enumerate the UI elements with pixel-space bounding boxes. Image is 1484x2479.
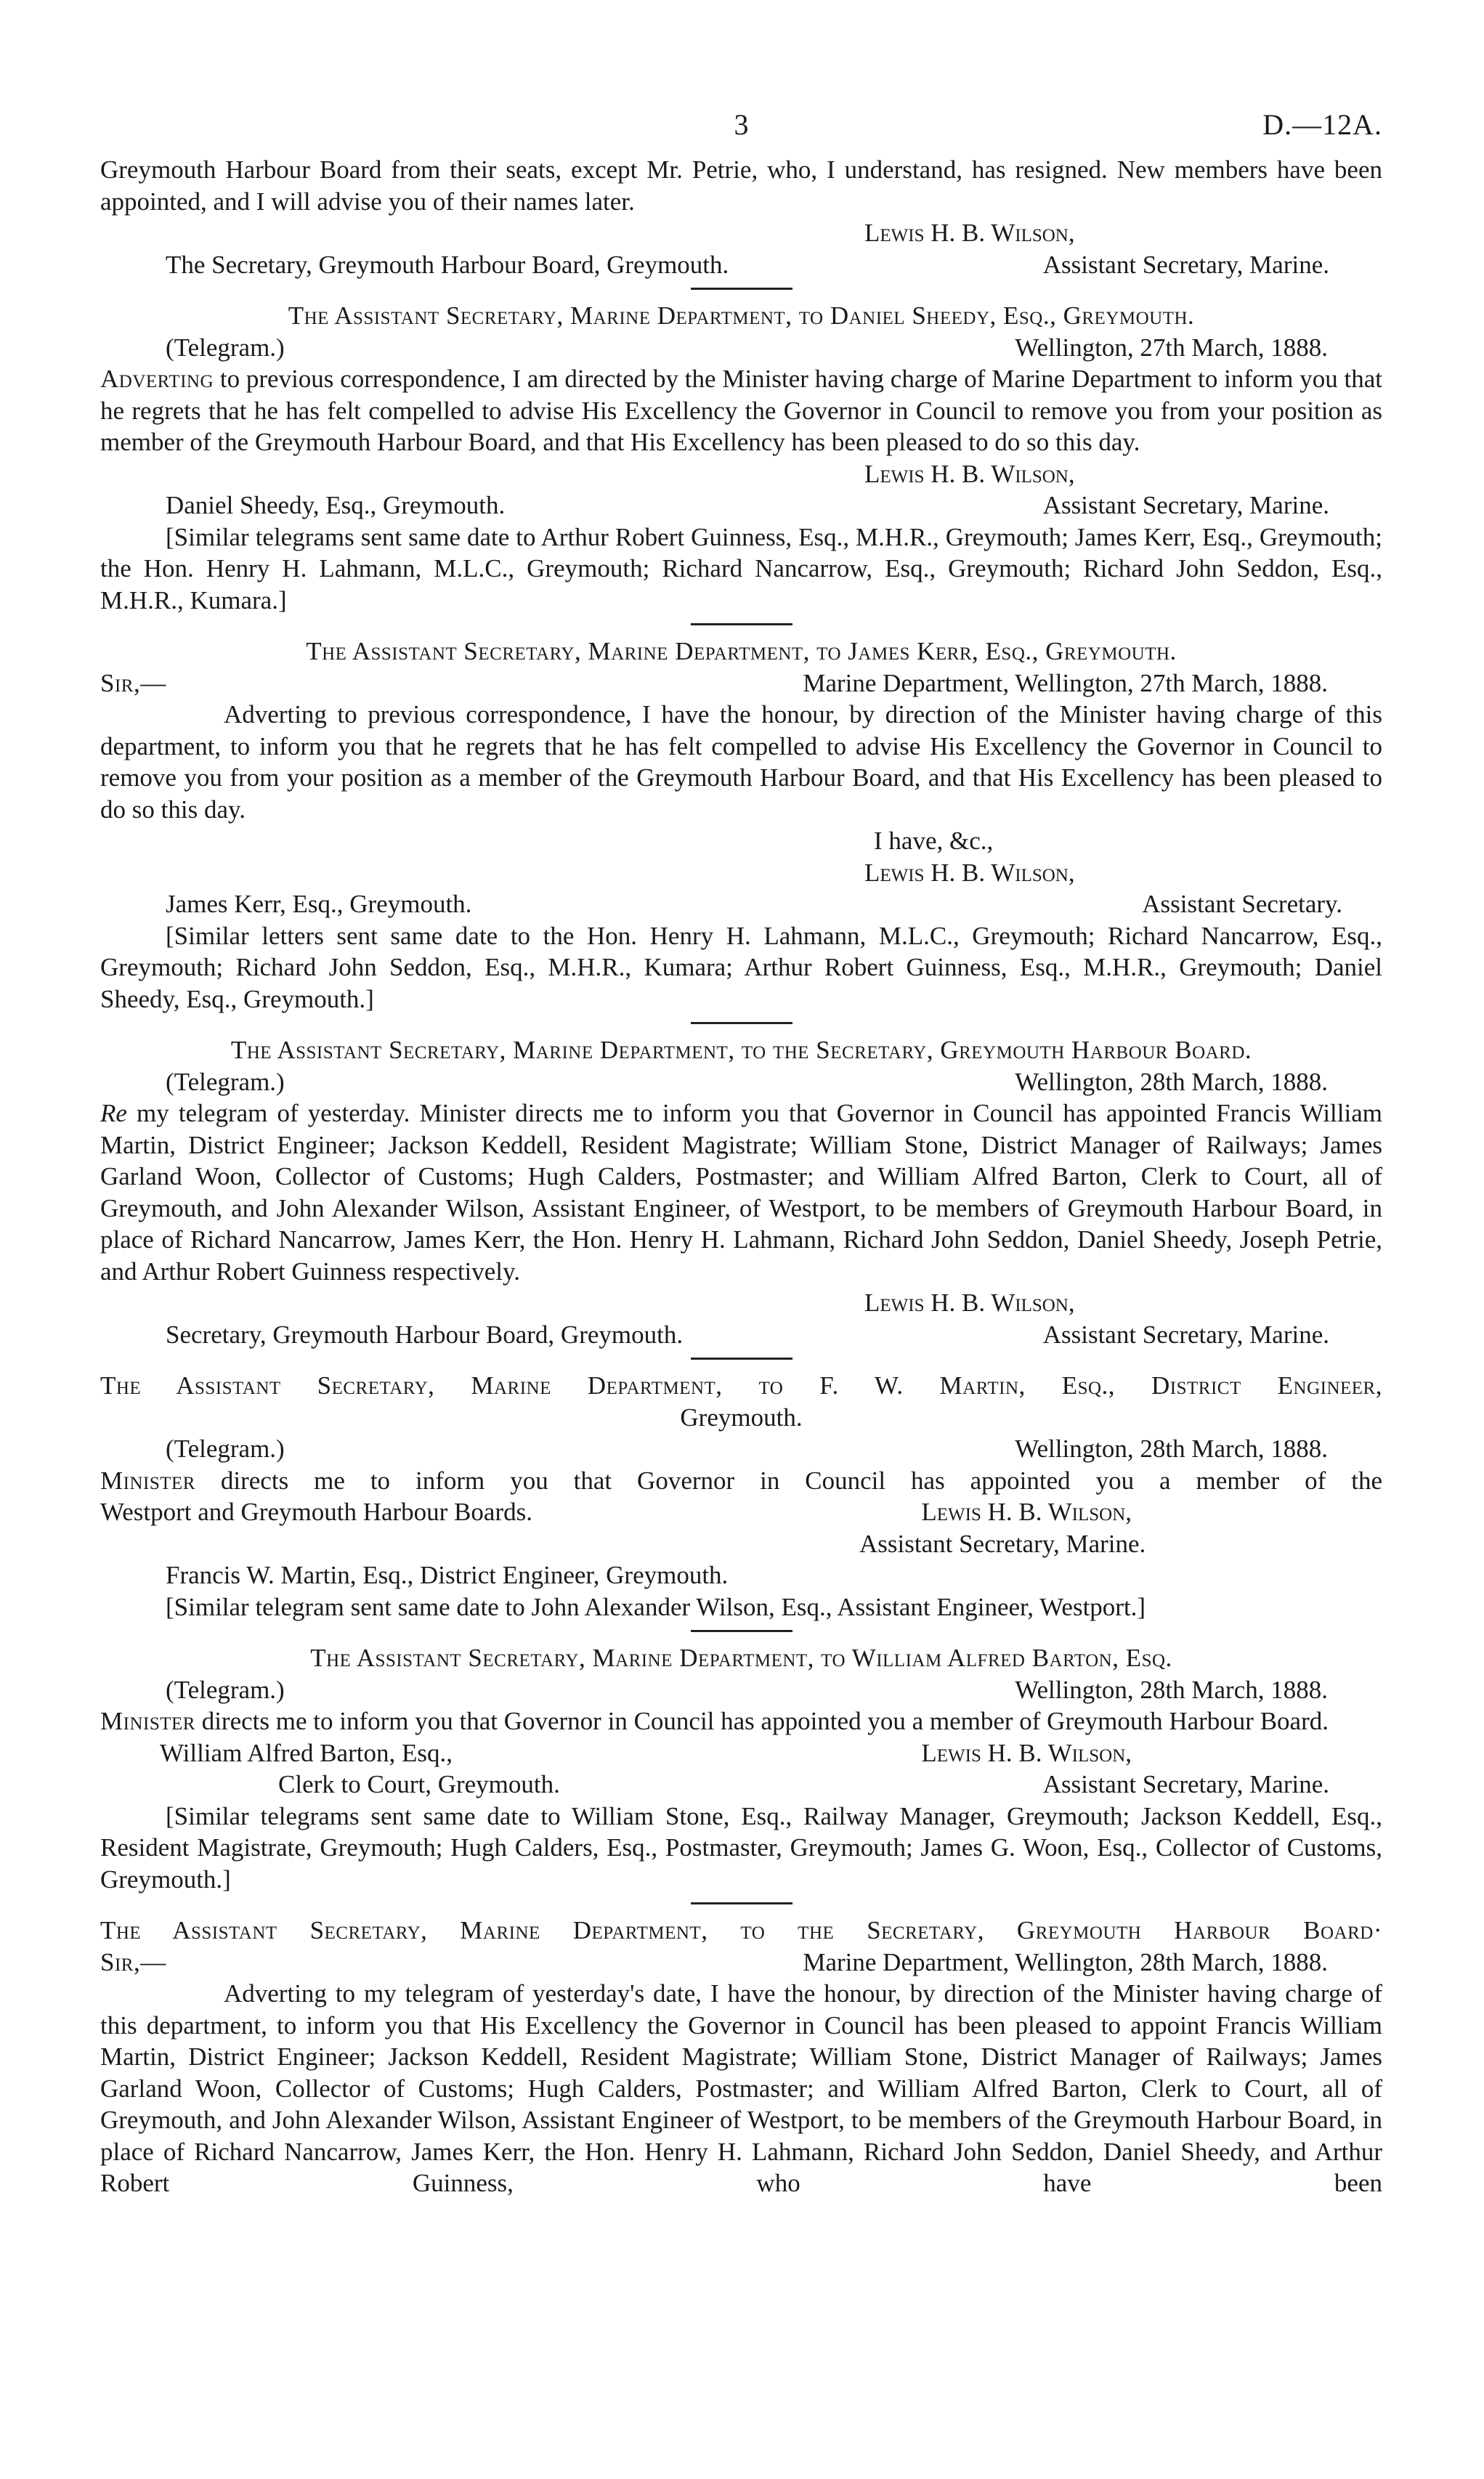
body-text: directs me to inform you that Governor in Council has appointed you a member of the [195, 1466, 1382, 1495]
date-line: Wellington, 28th March, 1888. [1015, 1067, 1328, 1096]
addressee: William Alfred Barton, Esq., [160, 1738, 453, 1767]
similar-note: [Similar telegrams sent same date to William Stone, Esq., Railway Manager, Greymouth; Jackson Keddell, Esq., Resident Magistrate, Greymouth; Hugh Calders, Esq., Postmaster, Greymouth; James G. Woon, Esq., Collector of Customs, Greymouth.] [100, 1801, 1382, 1894]
signature: Lewis H. B. Wilson, [864, 219, 1075, 247]
telegram-sheedy [100, 300, 1382, 616]
signer-title: Assistant Secretary, Marine. [859, 1529, 1146, 1558]
letter-body: Greymouth Harbour Board from their seats, except Mr. Petrie, who, I understand, has resigned. New members have been appointed, and I will advise you of their names later. [100, 155, 1382, 216]
telegram-meta [100, 1066, 1382, 1098]
addressee: Clerk to Court, Greymouth. [278, 1770, 560, 1798]
letter-secretary-appointments [100, 1915, 1382, 2199]
salutation: Sir,— [100, 668, 166, 697]
telegram-body [100, 1465, 1382, 1497]
salutation: Sir,— [100, 1947, 166, 1976]
section-heading: The Assistant Secretary, Marine Department, to the Secretary, Greymouth Harbour Board· [100, 1916, 1382, 1944]
section-heading: The Assistant Secretary, Marine Department, to F. W. Martin, Esq., District Engineer, [100, 1371, 1382, 1400]
telegram-body [100, 1705, 1382, 1737]
section-heading: The Assistant Secretary, Marine Department, to James Kerr, Esq., Greymouth. [306, 637, 1177, 665]
signer-title: Assistant Secretary, Marine. [1042, 250, 1329, 279]
telegram-body [100, 363, 1382, 458]
section-divider [691, 1022, 792, 1024]
telegram-secretary-appointments [100, 1034, 1382, 1350]
letter-continuation [100, 154, 1382, 280]
body-text: my telegram of yesterday. Minister directs me to inform you that Governor in Council has appointed Francis William Martin, District Engineer; Jackson Keddell, Resident Magistrate; William Stone, District Manager of Railways; James Garland Woon, Collector of Customs; Hugh Calders, Postmaster; and William Alfred Barton, Clerk to Court, all of Greymouth, and John Alexander Wilson, Assistant Engineer, of Westport, to be members of Greymouth Harbour Board, in place of Richard Nancarrow, James Kerr, the Hon. Henry H. Lahmann, Richard John Seddon, Daniel Sheedy, Joseph Petrie, and Arthur Robert Guinness respectively. [100, 1099, 1382, 1286]
body-signature-row [100, 1496, 1382, 1528]
telegram-label: (Telegram.) [166, 1067, 285, 1096]
section-heading: The Assistant Secretary, Marine Department, to the Secretary, Greymouth Harbour Board. [230, 1036, 1252, 1064]
telegram-meta [100, 1433, 1382, 1465]
letter-body: Adverting to previous correspondence, I have the honour, by direction of the Minister having charge of this department, to inform you that he regrets that he has felt compelled to advise His Excellency the Governor in Council to remove you from your position as a member of the Greymouth Harbour Board, and that His Excellency has been pleased to do so this day. [100, 700, 1382, 824]
body-text: directs me to inform you that Governor in Council has appointed you a member of Greymouth Harbour Board. [195, 1707, 1329, 1735]
body-text: to previous correspondence, I am directed by the Minister having charge of Marine Department to inform you that he regrets that he has felt compelled to advise His Excellency the Governor in Council to remove you from your position as member of the Greymouth Harbour Board, and that His Excellency has been pleased to do so this day. [100, 365, 1382, 456]
signature: Lewis H. B. Wilson, [864, 858, 1075, 887]
telegram-label: (Telegram.) [166, 333, 285, 362]
date-line: Wellington, 27th March, 1888. [1015, 333, 1328, 362]
lead-word: Minister [100, 1707, 195, 1735]
document-page [100, 109, 1382, 2199]
section-divider [691, 1630, 792, 1632]
date-line: Marine Department, Wellington, 27th March, 1888. [803, 668, 1328, 697]
addressee-row-2 [100, 1769, 1382, 1801]
letter-meta [100, 668, 1382, 699]
similar-note [100, 522, 1382, 617]
section-heading-cont: Greymouth. [680, 1403, 803, 1432]
signature: Lewis H. B. Wilson, [921, 1498, 1132, 1526]
telegram-meta [100, 332, 1382, 364]
letter-meta [100, 1947, 1382, 1979]
telegram-label: (Telegram.) [166, 1435, 285, 1463]
telegram-martin [100, 1370, 1382, 1623]
body-text: Westport and Greymouth Harbour Boards. [100, 1498, 532, 1526]
signature: Lewis H. B. Wilson, [864, 459, 1075, 488]
telegram-barton [100, 1642, 1382, 1895]
addressee-row [100, 249, 1382, 281]
document-reference: D.—12A. [1262, 108, 1382, 141]
signature: Lewis H. B. Wilson, [921, 1738, 1132, 1767]
section-divider [691, 623, 792, 625]
signature: Lewis H. B. Wilson, [864, 1289, 1075, 1317]
addressee: Secretary, Greymouth Harbour Board, Greymouth. [166, 1320, 684, 1349]
telegram-meta [100, 1674, 1382, 1706]
addressee-row [100, 1319, 1382, 1351]
section-divider [691, 1358, 792, 1360]
lead-word: Adverting [100, 365, 214, 393]
signer-title: Assistant Secretary, Marine. [1042, 1770, 1329, 1798]
note-text: [Similar telegrams sent same date to Arthur Robert Guinness, Esq., M.H.R., Greymouth; James Kerr, Esq., Greymouth; the Hon. Henry H. Lahmann, M.L.C., Greymouth; Richard Nancarrow, Esq., Greymouth; Richard John Seddon, Esq., M.H.R., Kumara.] [100, 522, 1382, 614]
section-heading: The Assistant Secretary, Marine Department, to William Alfred Barton, Esq. [310, 1644, 1172, 1672]
addressee: Francis W. Martin, Esq., District Engineer, Greymouth. [166, 1561, 729, 1589]
similar-note: [Similar letters sent same date to the Hon. Henry H. Lahmann, M.L.C., Greymouth; Richard Nancarrow, Esq., Greymouth; Richard John Seddon, Esq., M.H.R., Kumara; Arthur Robert Guinness, Esq., M.H.R., Greymouth; Daniel Sheedy, Esq., Greymouth.] [100, 921, 1382, 1013]
page-number: 3 [734, 108, 749, 141]
addressee: James Kerr, Esq., Greymouth. [166, 890, 472, 918]
date-line: Wellington, 28th March, 1888. [1015, 1675, 1328, 1704]
letter-kerr [100, 636, 1382, 1015]
section-divider [691, 288, 792, 290]
letter-body: Adverting to my telegram of yesterday's date, I have the honour, by direction of the Minister having charge of this department, to inform you that His Excellency the Governor in Council has been pleased to appoint Francis William Martin, District Engineer; Jackson Keddell, Resident Magistrate; William Stone, District Manager of Railways; James Garland Woon, Collector of Customs; Hugh Calders, Postmaster; and William Alfred Barton, Clerk to Court, all of Greymouth, and John Alexander Wilson, Assistant Engineer of Westport, to be members of the Greymouth Harbour Board, in place of Richard Nancarrow, James Kerr, the Hon. Henry H. Lahmann, Richard John Seddon, Daniel Sheedy, and Arthur Robert Guinness, who have been [100, 1979, 1382, 2197]
section-divider [691, 1902, 792, 1904]
signer-title: Assistant Secretary. [1142, 890, 1342, 918]
addressee-row [100, 490, 1382, 522]
lead-word: Minister [100, 1466, 195, 1495]
telegram-body [100, 1098, 1382, 1287]
addressee: The Secretary, Greymouth Harbour Board, Greymouth. [166, 250, 729, 279]
page-header [100, 109, 1382, 154]
addressee: Daniel Sheedy, Esq., Greymouth. [166, 491, 506, 519]
similar-note: [Similar telegram sent same date to John Alexander Wilson, Esq., Assistant Engineer, Westport.] [166, 1592, 1146, 1621]
lead-word: Re [100, 1099, 127, 1127]
signer-title: Assistant Secretary, Marine. [1042, 491, 1329, 519]
telegram-label: (Telegram.) [166, 1675, 285, 1704]
closing: I have, &c., [874, 827, 994, 855]
addressee-row [100, 888, 1382, 920]
section-heading: The Assistant Secretary, Marine Department, to Daniel Sheedy, Esq., Greymouth. [288, 301, 1195, 330]
addressee-row [100, 1737, 1382, 1769]
date-line: Marine Department, Wellington, 28th March, 1888. [803, 1947, 1328, 1976]
signer-title: Assistant Secretary, Marine. [1042, 1320, 1329, 1349]
date-line: Wellington, 28th March, 1888. [1015, 1435, 1328, 1463]
